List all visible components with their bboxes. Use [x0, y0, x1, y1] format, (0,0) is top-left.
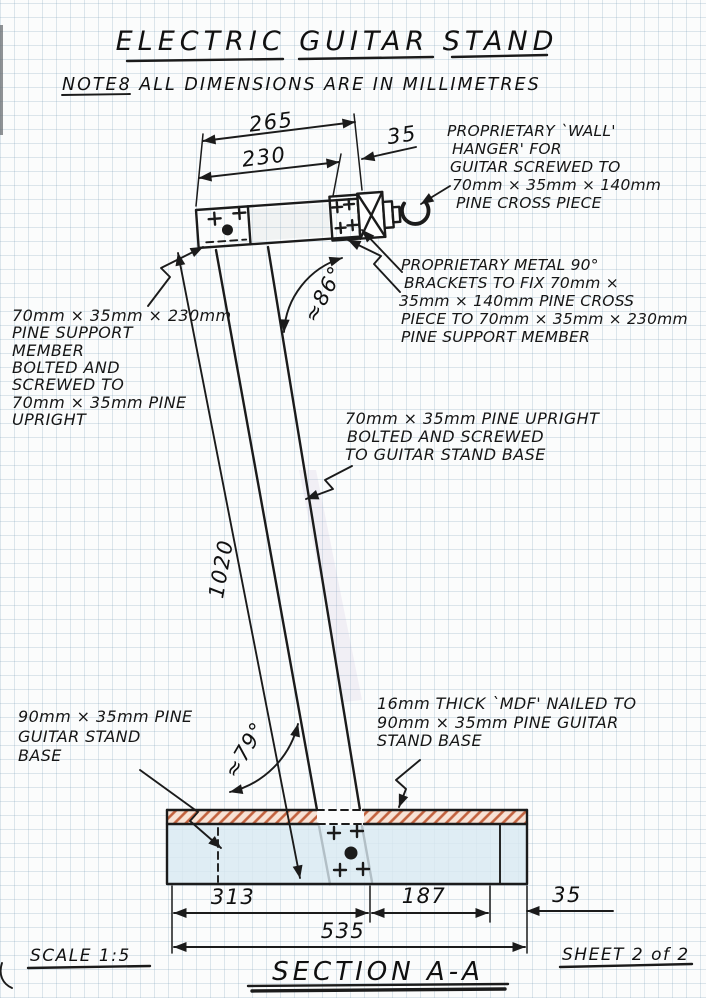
annotation-mdf [377, 694, 637, 750]
scale-label: SCALE 1:5 [30, 946, 131, 966]
angle-86-label: ≈86° [298, 261, 349, 327]
dim-35-top-label: 35 [385, 121, 419, 150]
wall-hanger-hook [401, 202, 429, 225]
annotation-upright [345, 409, 600, 464]
dim-535-label: 535 [320, 919, 366, 943]
annotation-base [18, 707, 193, 765]
annotation-line: BOLTED AND [12, 358, 120, 377]
annotation-line: GUITAR STAND [18, 727, 141, 746]
annotation-line: PINE SUPPORT [12, 323, 133, 342]
leader-brackets-2 [348, 240, 400, 292]
base-bolt-head [345, 847, 358, 860]
dim-187-label: 187 [401, 884, 447, 908]
angle-79-label: ≈79° [219, 717, 271, 782]
leader-mdf [396, 760, 420, 807]
pencil-shading [250, 204, 330, 241]
scan-edge-mark [0, 25, 3, 135]
annotation-line: SCREWED TO [12, 375, 125, 394]
hidden-edge-dash [206, 240, 246, 243]
annotation-line: TO GUITAR STAND BASE [345, 445, 546, 464]
support-bolt-head [222, 224, 234, 236]
annotation-line: BOLTED AND SCREWED [347, 427, 545, 446]
dim-35-bottom-label: 35 [552, 883, 582, 907]
bracket-plate [329, 195, 360, 241]
annotation-line: 35mm × 140mm PINE CROSS [399, 292, 635, 310]
annotation-line: PROPRIETARY METAL 90° [401, 256, 599, 274]
annotation-line: 90mm × 35mm PINE GUITAR [377, 713, 619, 732]
annotation-line: MEMBER [12, 341, 85, 360]
annotation-line: PROPRIETARY `WALL' [447, 122, 616, 140]
annotation-line: 70mm × 35mm PINE UPRIGHT [345, 409, 600, 428]
annotation-line: HANGER' FOR [452, 140, 562, 158]
pencil-smudge [299, 470, 362, 702]
sheet-label: SHEET 2 of 2 [562, 945, 690, 965]
bottom-dimensions [172, 883, 613, 953]
annotation-support-member [12, 306, 232, 429]
annotation-line: STAND BASE [377, 731, 482, 750]
annotation-line: PINE SUPPORT MEMBER [401, 328, 591, 346]
annotation-line: GUITAR SCREWED TO [450, 158, 621, 176]
scan-corner-mark [1, 963, 12, 988]
support-member-joint-line [248, 206, 251, 244]
dim-1020-label: 1020 [204, 537, 239, 601]
page-title: ELECTRIC GUITAR STAND [115, 26, 559, 57]
top-dimensions [196, 107, 418, 206]
dim-265-label: 265 [247, 107, 295, 137]
annotation-wall-hanger [447, 122, 661, 212]
annotation-line: BRACKETS TO FIX 70mm × [404, 274, 619, 292]
note-text: NOTE8 ALL DIMENSIONS ARE IN MILLIMETRES [62, 75, 541, 95]
cross-piece-end-view [357, 192, 385, 239]
leader-support-member [148, 247, 203, 306]
annotation-line: PIECE TO 70mm × 35mm × 230mm [401, 310, 688, 328]
annotation-line: BASE [18, 746, 62, 765]
dim-230-label: 230 [240, 142, 288, 172]
dim-313-label: 313 [210, 885, 256, 909]
annotation-metal-brackets [399, 256, 688, 346]
bracket-screw-plus-marks [332, 199, 358, 234]
annotation-line: PINE CROSS PIECE [456, 194, 602, 212]
scale-underline [28, 966, 150, 968]
annotation-line: 70mm × 35mm × 230mm [12, 306, 232, 325]
note-underline [62, 94, 130, 95]
section-label: SECTION A-A [272, 957, 484, 987]
annotation-line: 90mm × 35mm PINE [18, 707, 193, 726]
section-underline [248, 984, 508, 991]
annotation-line: 70mm × 35mm × 140mm [452, 176, 662, 194]
top-assembly [196, 189, 431, 250]
wall-hanger-bracket [383, 201, 401, 228]
annotation-line: 16mm THICK `MDF' NAILED TO [377, 694, 637, 713]
annotation-line: 70mm × 35mm PINE [12, 393, 187, 412]
leader-wall-hanger [421, 186, 450, 204]
mdf-gap-at-upright [317, 809, 364, 825]
annotation-line: UPRIGHT [12, 410, 87, 429]
guitar-stand-base [167, 809, 527, 884]
upright-dimension [178, 253, 300, 878]
